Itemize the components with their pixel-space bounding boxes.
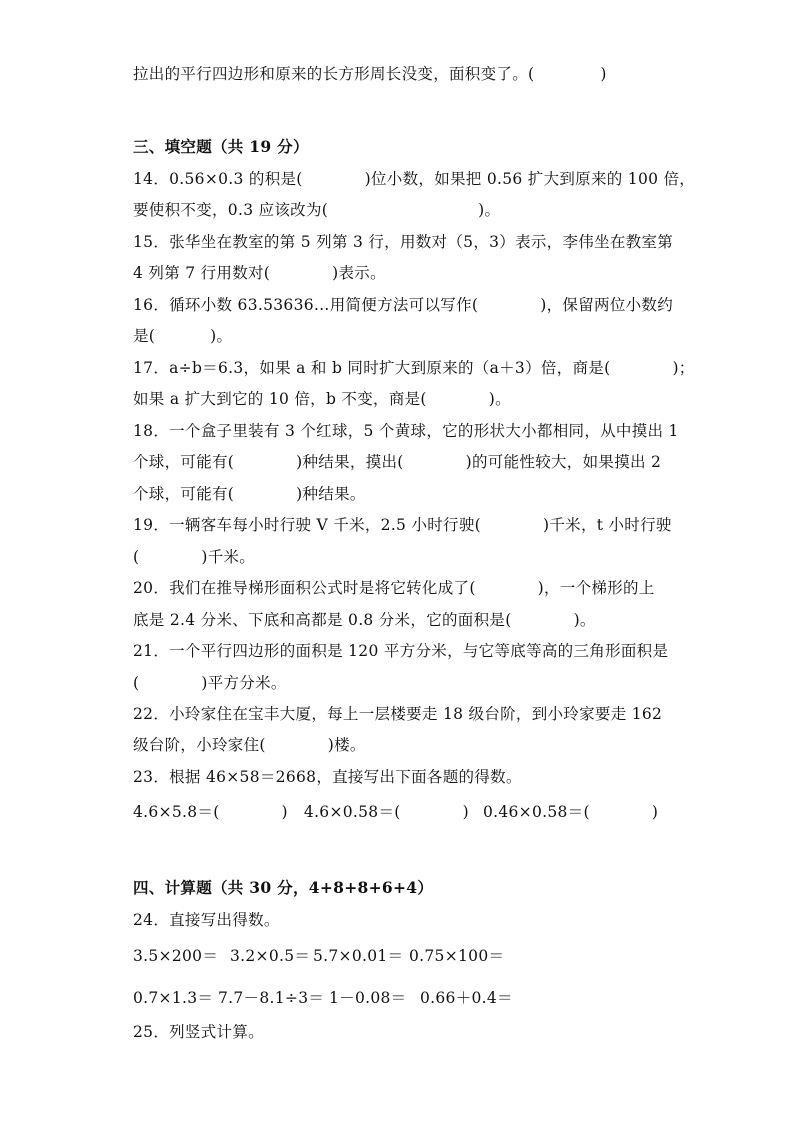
calc-item: 0.75×100＝ — [409, 947, 505, 965]
q25-label: 25．列竖式计算。 — [133, 1023, 264, 1041]
q23-answers: 4.6×5.8＝( ) 4.6×0.58＝( ) 0.46×0.58＝( ) — [133, 803, 659, 821]
q15-line2: 4 列第 7 行用数对( )表示。 — [133, 264, 386, 282]
section3-title: 三、填空题（共 19 分） — [133, 137, 309, 156]
q24-label: 24．直接写出得数。 — [133, 911, 280, 929]
q22-line1: 22．小玲家住在宝丰大厦，每上一层楼要走 18 级台阶，到小玲家要走 162 — [133, 705, 663, 723]
q18-line1: 18．一个盒子里装有 3 个红球，5 个黄球，它的形状大小都相同，从中摸出 1 — [133, 422, 679, 440]
q19-line2: ( )千米。 — [133, 548, 256, 566]
calc-item: 5.7×0.01＝ — [313, 947, 404, 965]
q24-row2 — [133, 988, 513, 1008]
q23-line1: 23．根据 46×58＝2668，直接写出下面各题的得数。 — [133, 768, 522, 786]
q24-row1 — [133, 946, 504, 966]
section4-title: 四、计算题（共 30 分，4+8+8+6+4） — [133, 878, 434, 897]
calc-item: 0.7×1.3＝ — [133, 989, 214, 1007]
q14-line2: 要使积不变，0.3 应该改为( )。 — [133, 201, 501, 219]
q16-line1: 16．循环小数 63.53636…用简便方法可以写作( )，保留两位小数约 — [133, 296, 674, 314]
q20-line2: 底是 2.4 分米、下底和高都是 0.8 分米，它的面积是( )。 — [133, 611, 596, 629]
q19-line1: 19．一辆客车每小时行驶 V 千米，2.5 小时行驶( )千米，t 小时行驶 — [133, 516, 672, 534]
q16-line2: 是( )。 — [133, 327, 233, 345]
calc-item: 1－0.08＝ — [329, 989, 407, 1007]
calc-item: 7.7－8.1÷3＝ — [218, 989, 325, 1007]
q21-line2: ( )平方分米。 — [133, 674, 287, 692]
q18-line2: 个球，可能有( )种结果，摸出( )的可能性较大，如果摸出 2 — [133, 453, 662, 471]
calc-item: 3.2×0.5＝ — [230, 947, 311, 965]
q20-line1: 20．我们在推导梯形面积公式时是将它转化成了( )，一个梯形的上 — [133, 579, 655, 597]
calc-item: 0.66＋0.4＝ — [420, 989, 513, 1007]
calc-item: 3.5×200＝ — [133, 947, 219, 965]
q21-line1: 21．一个平行四边形的面积是 120 平方分米，与它等底等高的三角形面积是 — [133, 642, 669, 660]
intro-text: 拉出的平行四边形和原来的长方形周长没变，面积变了。( — [133, 65, 535, 83]
q18-line3: 个球，可能有( )种结果。 — [133, 485, 366, 503]
q14-line1: 14．0.56×0.3 的积是( )位小数，如果把 0.56 扩大到原来的 100 倍， — [133, 170, 696, 188]
intro-line: 拉出的平行四边形和原来的长方形周长没变，面积变了。( ) — [133, 65, 607, 83]
q15-line1: 15．张华坐在教室的第 5 列第 3 行，用数对（5，3）表示，李伟坐在教室第 — [133, 233, 674, 251]
q17-line2: 如果 a 扩大到它的 10 倍，b 不变，商是( )。 — [133, 390, 511, 408]
q17-line1: 17．a÷b＝6.3，如果 a 和 b 同时扩大到原来的（a＋3）倍，商是( )； — [133, 359, 695, 377]
q22-line2: 级台阶，小玲家住( )楼。 — [133, 736, 366, 754]
